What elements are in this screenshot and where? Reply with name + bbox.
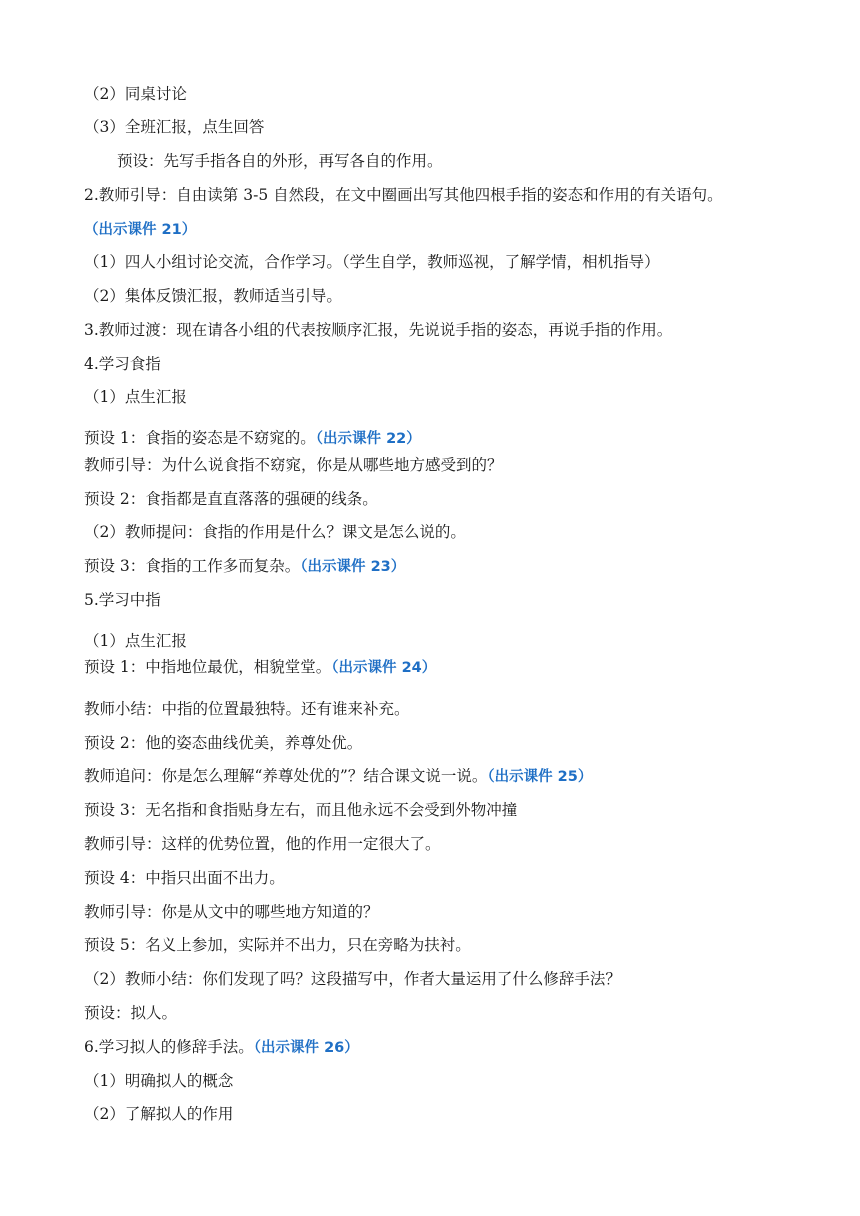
line-text: （2）教师提问：食指的作用是什么？课文是怎么说的。 [84, 523, 466, 541]
courseware-link[interactable]: （出示课件 23） [300, 559, 406, 575]
text-line [84, 902, 379, 922]
text-line [84, 522, 466, 542]
line-text: 2.教师引导：自由读第 3-5 自然段，在文中圈画出写其他四根手指的姿态和作用的有关语句。 [84, 186, 723, 204]
text-line [84, 252, 660, 272]
text-line [84, 556, 405, 577]
text-line [84, 1104, 233, 1124]
line-text: （2）同桌讨论 [84, 85, 187, 103]
line-text: 预设 2：食指都是直直落落的强硬的线条。 [84, 490, 378, 508]
text-line [84, 699, 410, 719]
line-text: 预设 3：无名指和食指贴身左右，而且他永远不会受到外物冲撞 [84, 801, 518, 819]
line-text: 预设 1：中指地位最优，相貌堂堂。 [84, 658, 332, 676]
text-line [84, 428, 421, 449]
text-line [84, 969, 621, 989]
text-line [84, 387, 187, 407]
line-text: （3）全班汇报，点生回答 [84, 118, 265, 136]
text-line [84, 286, 342, 306]
line-text: （1）明确拟人的概念 [84, 1072, 234, 1090]
text-line [84, 590, 161, 610]
text-line [84, 834, 441, 854]
line-text: 6.学习拟人的修辞手法。 [84, 1038, 254, 1056]
line-text: （2）集体反馈汇报，教师适当引导。 [84, 287, 342, 305]
line-text: 预设 3：食指的工作多而复杂。 [84, 557, 301, 575]
courseware-link[interactable]: （出示课件 24） [331, 660, 437, 676]
courseware-link[interactable]: （出示课件 25） [487, 769, 593, 785]
line-text: 预设 1：食指的姿态是不窈窕的。 [84, 429, 316, 447]
text-line [84, 455, 503, 475]
courseware-link[interactable]: （出示课件 22） [315, 431, 421, 447]
line-text: （1）点生汇报 [84, 388, 187, 406]
line-text: 预设 5：名义上参加，实际并不出力，只在旁略为扶衬。 [84, 936, 471, 954]
line-text: 3.教师过渡：现在请各小组的代表按顺序汇报，先说说手指的姿态，再说手指的作用。 [84, 321, 673, 339]
text-line [84, 1037, 359, 1058]
line-text: 预设：拟人。 [84, 1004, 178, 1022]
line-text: 4.学习食指 [84, 355, 161, 373]
line-text: 教师引导：为什么说食指不窈窕，你是从哪些地方感受到的？ [84, 456, 503, 474]
line-text: （1）四人小组讨论交流，合作学习。（学生自学，教师巡视，了解学情，相机指导） [84, 253, 660, 271]
courseware-link[interactable]: （出示课件 21） [84, 222, 197, 238]
text-line [84, 657, 436, 678]
line-text: （2）了解拟人的作用 [84, 1105, 234, 1123]
text-line [84, 185, 723, 205]
text-line [84, 219, 196, 240]
text-line [84, 631, 187, 651]
text-line [84, 766, 592, 787]
text-line [84, 1003, 177, 1023]
text-line [84, 935, 471, 955]
text-line [117, 151, 443, 171]
text-line [84, 84, 187, 104]
text-line [84, 1071, 233, 1091]
line-text: 预设 2：他的姿态曲线优美，养尊处优。 [84, 734, 363, 752]
text-line [84, 733, 362, 753]
line-text: 预设：先写手指各自的外形，再写各自的作用。 [117, 152, 443, 170]
line-text: 教师引导：这样的优势位置，他的作用一定很大了。 [84, 835, 441, 853]
line-text: 预设 4：中指只出面不出力。 [84, 869, 285, 887]
text-line [84, 800, 517, 820]
text-line [84, 489, 378, 509]
text-line [84, 320, 672, 340]
line-text: （2）教师小结：你们发现了吗？这段描写中，作者大量运用了什么修辞手法？ [84, 970, 621, 988]
line-text: 教师引导：你是从文中的哪些地方知道的？ [84, 903, 379, 921]
line-text: 教师追问：你是怎么理解“养尊处优的”？结合课文说一说。 [84, 767, 488, 785]
courseware-link[interactable]: （出示课件 26） [253, 1040, 359, 1056]
line-text: 教师小结：中指的位置最独特。还有谁来补充。 [84, 700, 410, 718]
line-text: 5.学习中指 [84, 591, 161, 609]
line-text: （1）点生汇报 [84, 632, 187, 650]
text-line [84, 117, 264, 137]
text-line [84, 354, 161, 374]
text-line [84, 868, 285, 888]
